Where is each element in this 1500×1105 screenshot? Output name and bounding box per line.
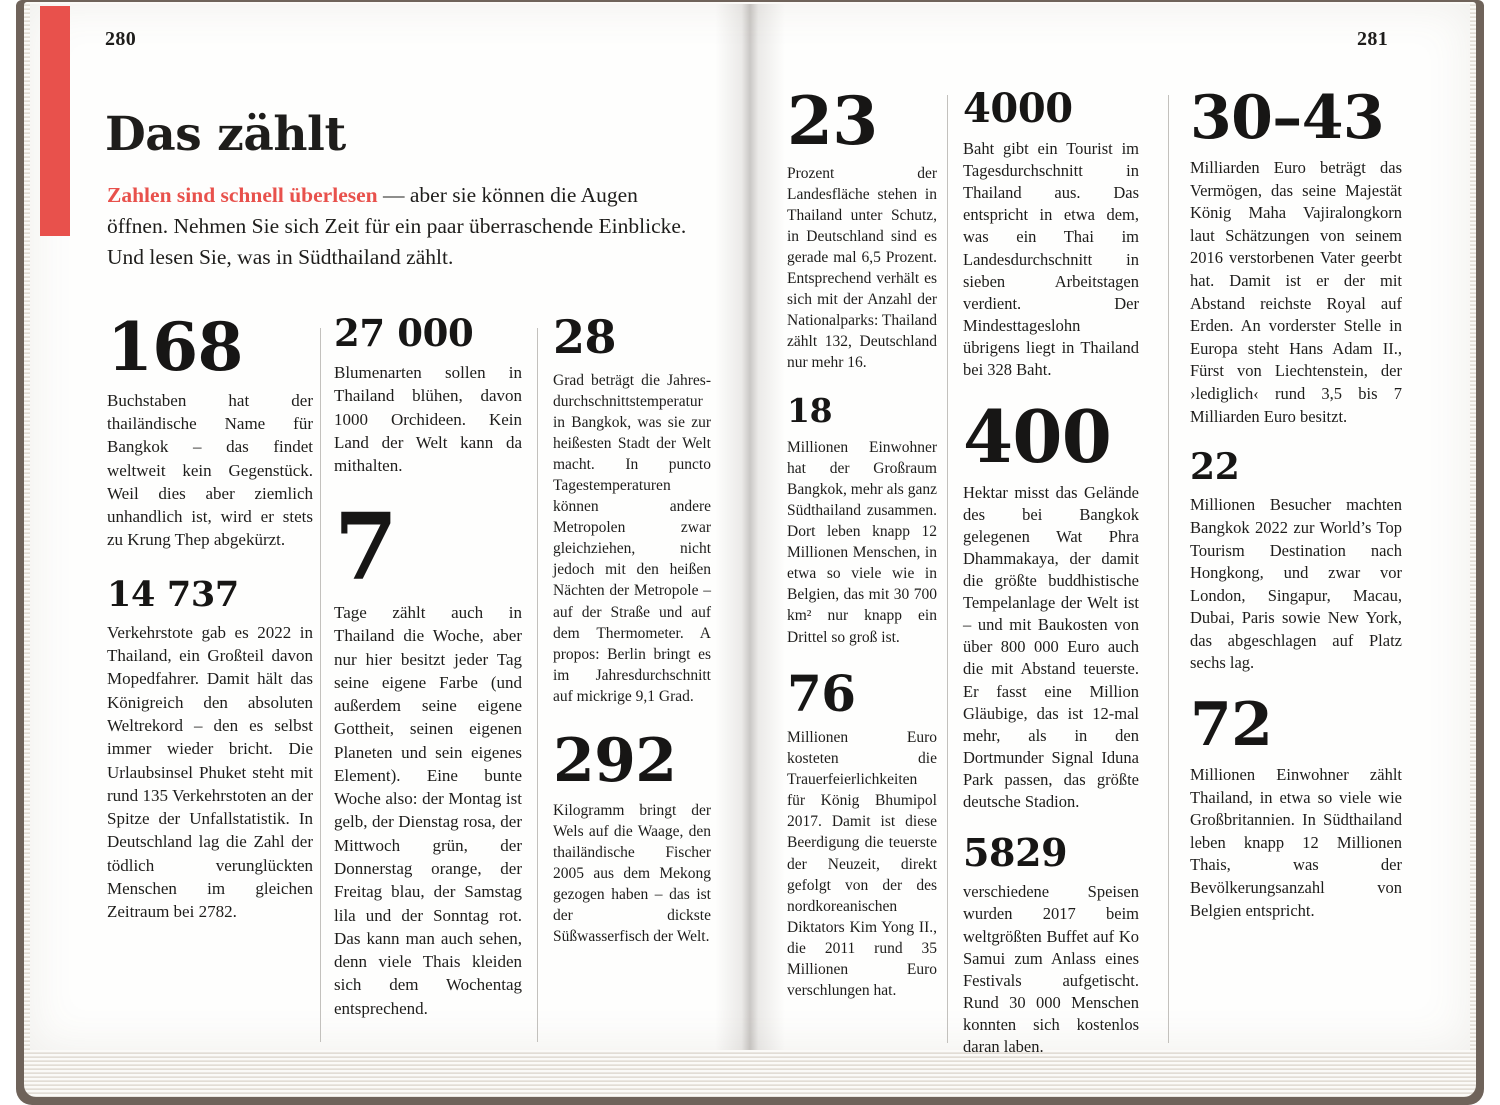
page-number-right: 281	[1357, 28, 1389, 50]
stat-item	[334, 492, 522, 1020]
intro-text: — aber sie können die Augen öffnen. Nehmen Sie sich Zeit für ein paar überraschende Einblicke. Und lesen Sie, was in Südthailand zählt.	[107, 182, 687, 269]
stat-text: verschiedene Speisen wurden 2017 beim weltgrößten Buffet auf Ko Samui zum Anlass eines Festivals aufgetischt. Rund 30 000 Menschen konnten sich kostenlos daran laben.	[963, 882, 1139, 1057]
stat-text: Millionen Einwohner hat der Großraum Bangkok, mehr als ganz Südthailand zusammen. Dort leben knapp 12 Millionen Menschen, in etwa so viele wie in Belgien, das mit 30 700 km² nur knapp ein Drittel so groß ist.	[787, 438, 937, 646]
stat-number: 22	[1190, 446, 1240, 489]
stat-text: Blumenarten sollen in Thailand blühen, davon 1000 Orchideen. Kein Land der Welt kann da mithalten.	[334, 363, 522, 476]
stat-item	[787, 663, 937, 1002]
stat-item	[963, 830, 1139, 1058]
stat-text: Grad beträgt die Jahresdurchschnittstemperatur in Bangkok, was sie zur heißesten Stadt der Welt macht. In puncto Tagestemperaturen können andere Metropolen zwar gleichziehen, nicht jedoch mit den heißen Nächten der Metropole – auf der Straße und auf dem Thermometer. A propos: Berlin bringt es im Jahresdurchschnitt auf mickrige 9,1 Grad.	[553, 371, 711, 705]
right-column-2	[963, 85, 1139, 1080]
stat-item	[1190, 690, 1402, 922]
gutter-shadow	[715, 4, 785, 1050]
accent-bar	[40, 6, 70, 236]
right-column-1	[787, 82, 937, 1023]
left-column-2	[334, 311, 522, 1046]
stat-number: 4000	[963, 85, 1073, 132]
stat-item	[107, 308, 313, 552]
stat-number: 5829	[963, 830, 1068, 876]
stat-number: 30–43	[1190, 83, 1384, 153]
intro-paragraph	[107, 180, 687, 274]
stat-text: Millionen Besucher machten Bangkok 2022 zur World’s Top Tourism Destination nach Hongkong, und zwar vor London, Singapur, Macau, Dubai, Paris sowie New York, das abgeschlagen auf Platz sechs lag.	[1190, 495, 1402, 673]
stat-item	[1190, 446, 1402, 675]
stat-item	[787, 82, 937, 373]
stat-item	[963, 394, 1139, 813]
page-number-left: 280	[105, 28, 137, 50]
stat-number: 76	[787, 663, 856, 723]
column-divider	[320, 328, 321, 1042]
left-column-3	[553, 310, 711, 973]
stat-item	[553, 310, 711, 707]
stat-text: Verkehrstote gab es 2022 in Thailand, ein Großteil davon Mopedfahrer. Damit hält das Königreich den absoluten Weltrekord – den es selbst immer wieder bricht. Die Urlaubsinsel Phuket steht mit rund 135 Verkehrstoten an der Spitze der Unfallstatistik. In Deutschland lag die Zahl der tödlich verunglückten Menschen im gleichen Zeitraum bei 2782.	[107, 622, 313, 922]
stat-number: 7	[334, 492, 398, 601]
stat-text: Prozent der Landesfläche stehen in Thailand unter Schutz, in Deutschland sind es gerade mal 6,5 Prozent. Entsprechend verhält es sich mit der Anzahl der Nationalparks: Thailand zählt 132, Deutschland nur mehr 16.	[787, 164, 937, 372]
column-divider	[1168, 95, 1169, 1043]
stat-number: 72	[1190, 690, 1273, 761]
intro-highlight: Zahlen sind schnell überlesen	[107, 182, 378, 207]
column-divider	[947, 95, 948, 1043]
stat-number: 18	[787, 391, 833, 431]
stat-item	[107, 573, 313, 924]
stat-item	[787, 391, 937, 647]
stat-text: Buchstaben hat der thailändische Name für Bangkok – das findet weltweit kein Gegenstück. Weil dies aber ziemlich unhandlich ist, wird er stets zu Krung Thep abgekürzt.	[107, 390, 313, 550]
stat-number: 292	[553, 725, 677, 796]
stat-number: 23	[787, 82, 878, 160]
stat-number: 28	[553, 310, 617, 364]
stat-text: Hektar misst das Gelände des bei Bangkok gelegenen Wat Phra Dhammakaya, der damit die größte buddhistische Tempelanlage der Welt ist – und mit Baukosten von über 800 000 Euro auch die mit Abstand teuerste. Er fasst eine Million Gläubige, das ist 12-mal mehr, als in den Dortmunder Signal Iduna Park passen, das größte deutsche Stadion.	[963, 482, 1139, 812]
right-column-3	[1190, 83, 1402, 944]
stat-item	[1190, 83, 1402, 428]
stat-number: 27 000	[334, 311, 474, 355]
stat-number: 168	[107, 308, 243, 386]
stat-text: Millionen Euro kosteten die Trauerfeierlichkeiten für König Bhumipol 2017. Damit ist diese Beerdigung die teuerste der Neuzeit, direkt gefolgt von der des nordkoreanischen Diktators Kim Yong II., die 2011 rund 35 Millionen Euro verschlungen hat.	[787, 729, 937, 1000]
stat-text: Millionen Einwohner zählt Thailand, in etwa so viele wie Großbritannien. In Südthailand leben knapp 12 Millionen Thais, was der Bevölkerungsanzahl von Belgien entspricht.	[1190, 765, 1402, 920]
stat-text: Baht gibt ein Tourist im Tagesdurchschnitt in Thailand aus. Das entspricht in etwa dem, was ein Thai im Landesdurchschnitt in sieben Arbeitstagen verdient. Der Mindesttageslohn übrigens liegt in Thailand bei 328 Baht.	[963, 139, 1139, 380]
stat-item	[334, 311, 522, 478]
stat-item	[553, 725, 711, 948]
left-column-1	[107, 308, 313, 950]
stat-text: Kilogramm bringt der Wels auf die Waage, den thailändische Fischer 2005 aus dem Mekong gezogen haben – das ist der dickste Süßwasserfisch der Welt.	[553, 801, 711, 946]
stat-text: Milliarden Euro beträgt das Vermögen, das seine Majestät König Maha Vajiralongkorn laut Schätzungen von seinem 2016 verstorbenen Vater geerbt hat. Damit ist er der mit Abstand reichste Royal auf Erden. An vorderster Stelle in Europa steht Hans Adam II., Fürst von Liechtenstein, der ›lediglich‹ rund 3,5 bis 7 Milliarden Euro besitzt.	[1190, 158, 1402, 426]
stat-number: 400	[963, 394, 1112, 480]
stat-text: Tage zählt auch in Thailand die Woche, aber nur hier besitzt jeder Tag seine eigene Farbe (und außerdem seine eigene Gottheit, seinen eigenen Planeten und sein eigenes Element). Eine bunte Woche also: der Montag ist gelb, der Dienstag rosa, der Mittwoch grün, der Donnerstag orange, der Freitag blau, der Samstag lila und der Sonntag rot. Das kann man auch sehen, denn viele Thais kleiden sich dem Wochentag entsprechend.	[334, 602, 522, 1018]
article-title: Das zählt	[105, 107, 346, 163]
stat-number: 14 737	[107, 573, 239, 615]
stat-item	[963, 85, 1139, 381]
column-divider	[537, 328, 538, 1042]
